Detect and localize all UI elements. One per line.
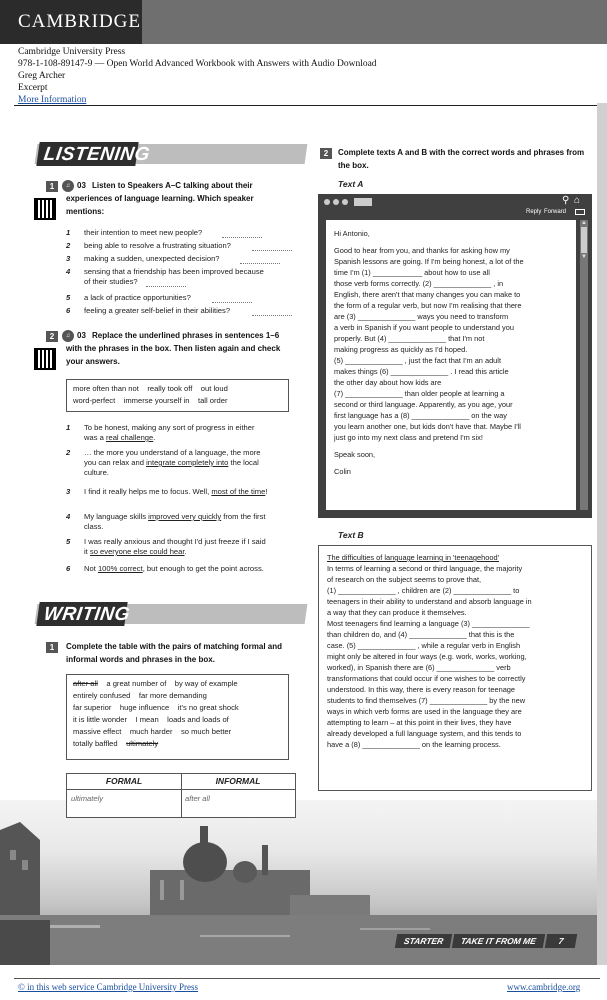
qr-code-icon <box>34 348 56 370</box>
email-body: Hi Antonio, Good to hear from you, and thanks for asking how my Spanish lessons are going. If I'm being honest, a lot of the time I'm (1) ____________ about how to use all those verb forms correctly. (2) ______________ , in English, there aren't that many changes you can make to the form of a regular verb, but now I'm realising that there are (3) ______________ ways you need to transform a verb in Spanish if you want people to understand you properly. But (4) ______________ that I'm not making progress as quickly as I'd hoped. (5) ______________ , just the fact that I'm an adult makes things (6) ______________ . I read this article the other day about how kids are (7) ______________ than older people at learning a second or third language. Apparently, as you age, your first language has a (8) ______________ on the way you learn another one, but kids don't have that. Maybe I'll just go into my next class and pretend I'm six! Speak soon, Colin <box>326 220 576 510</box>
list-item: 3 making a sudden, unexpected decision? <box>66 254 220 263</box>
copyright-link[interactable]: © in this web service Cambridge University Press <box>18 982 199 992</box>
question-number: 1 <box>46 642 58 653</box>
home-icon[interactable]: ⌂ <box>574 195 581 206</box>
list-item: 1 their intention to meet new people? <box>66 228 203 237</box>
text-b-label: Text B <box>338 530 364 540</box>
isbn-title-line: 978-1-108-89147-9 — Open World Advanced Workbook with Answers with Audio Download <box>18 59 377 69</box>
sentence-4: 4 My language skills improved very quickly from the first class. <box>66 512 266 531</box>
header-bar <box>142 0 607 44</box>
phrase-box: more often than not really took off out loud word-perfect immerse yourself in tall order <box>66 379 289 412</box>
sentence-5: 5 I was really anxious and thought I'd just freeze if I said it so everyone else could hear. <box>66 537 266 556</box>
search-icon[interactable]: ⚲ <box>562 195 570 206</box>
answer-blank[interactable] <box>252 308 292 316</box>
book-metadata <box>18 46 377 106</box>
forward-button[interactable]: Forward <box>544 209 567 215</box>
email-window <box>318 194 592 518</box>
more-information-link[interactable]: More Information <box>18 95 87 105</box>
page-edge-bar <box>597 103 607 965</box>
envelope-icon[interactable] <box>575 209 585 215</box>
audio-icon[interactable]: ♫ <box>62 180 74 192</box>
answer-blank[interactable] <box>146 279 186 287</box>
question-number: 2 <box>320 148 332 159</box>
text-a-label: Text A <box>338 179 364 189</box>
phrase-box: after all a great number of by way of example entirely confused far more demanding far superior huge influence it's no great shock it is little wonder I mean loads and loads of massive effect much harder so much better totally baffled ultimately <box>66 674 289 760</box>
table-cell[interactable]: after all <box>185 794 210 803</box>
page-number: 7 <box>545 934 577 948</box>
formal-informal-table <box>66 773 296 818</box>
list-item: 4 sensing that a friendship has been improved because <box>66 267 264 276</box>
sentence-1: 1 To be honest, making any sort of progress in either was a real challenge. <box>66 423 255 442</box>
qr-code-icon <box>34 198 56 220</box>
answer-blank[interactable] <box>222 230 262 238</box>
question-prompt: Replace the underlined phrases in sentences 1–6 with the phrases in the box. Then listen again and check your answers. <box>66 331 281 366</box>
listening-items <box>66 228 296 318</box>
column-header-formal: FORMAL <box>105 776 143 786</box>
window-dot <box>324 199 330 205</box>
author-line: Greg Archer <box>18 71 66 81</box>
answer-blank[interactable] <box>240 256 280 264</box>
scrollbar[interactable]: ▲ ▼ <box>580 220 588 510</box>
reply-button[interactable]: Reply <box>526 209 542 215</box>
question-prompt: Complete the table with the pairs of matching formal and informal words and phrases in the box. <box>66 642 283 664</box>
answer-blank[interactable] <box>252 243 292 251</box>
table-cell[interactable]: ultimately <box>71 794 104 803</box>
starter-tab[interactable]: STARTER <box>395 934 453 948</box>
listening-heading: LISTENING <box>36 142 138 166</box>
track-number: 03 <box>77 331 86 340</box>
writing-heading: WRITING <box>36 602 127 626</box>
track-number: 03 <box>77 181 86 190</box>
sentence-2: 2 … the more you understand of a language, the more you can relax and integrate completely into the local culture. <box>66 448 261 477</box>
question-number: 2 <box>46 331 58 342</box>
website-link[interactable]: www.cambridge.org <box>507 982 581 992</box>
publisher-line: Cambridge University Press <box>18 47 126 57</box>
audio-icon[interactable]: ♫ <box>62 330 74 342</box>
header-divider <box>14 105 600 106</box>
window-dot <box>333 199 339 205</box>
list-item: 6 feeling a greater self-belief in their abilities? <box>66 306 231 315</box>
sentence-6: 6 Not 100% correct, but enough to get the point across. <box>66 564 264 573</box>
unit-tab[interactable]: TAKE IT FROM ME <box>452 934 545 948</box>
list-item: of their studies? <box>84 277 138 286</box>
column-header-informal: INFORMAL <box>215 776 261 786</box>
question-prompt: Complete texts A and B with the correct words and phrases from the box. <box>338 148 585 170</box>
sentence-3: 3 I find it really helps me to focus. Well, most of the time! <box>66 487 268 496</box>
excerpt-line: Excerpt <box>18 83 48 93</box>
answer-blank[interactable] <box>212 295 252 303</box>
window-tab[interactable] <box>354 198 372 206</box>
footer-divider <box>14 978 600 979</box>
text-b-article: The difficulties of language learning in 'teenagehood' In terms of learning a second or third language, the majority of research on the subject seems to prove that, (1) ______________ , children are (2) ______________ to teenagers in their ability to understand and absorb language in a way that they can produce it themselves. Most teenagers find learning a language (3) ______________ than children do, and (4) ______________ that this is the case. (5) ______________ , while a regular verb in English might only be altered in four ways (e.g. work, works, working, worked), in Spanish there are (6) ______________ verb transformations that could occur if one wishes to be correctly understood. In this way, there is every reason for teenage students to find themselves (7) ______________ by the new ways in which verb forms are used in the language they are attempting to learn – at this point in their lives, they have already developed a full language system, and this tends to have a (8) ______________ on the learning process. <box>318 545 592 791</box>
question-prompt: Listen to Speakers A–C talking about their experiences of language learning. Which speaker mentions: <box>66 181 254 216</box>
list-item: 2 being able to resolve a frustrating situation? <box>66 241 231 250</box>
window-dot <box>342 199 348 205</box>
list-item: 5 a lack of practice opportunities? <box>66 293 191 302</box>
cambridge-logo: CAMBRIDGE <box>0 0 142 44</box>
question-number: 1 <box>46 181 58 192</box>
